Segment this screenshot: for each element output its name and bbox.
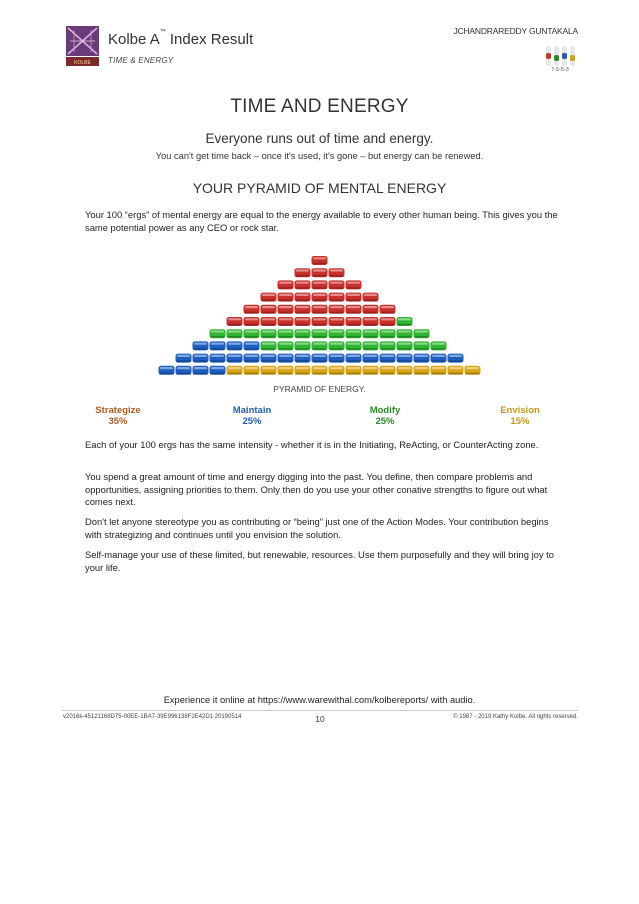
mode-name: Maintain — [232, 405, 272, 416]
mini-bar-fill — [562, 53, 567, 59]
erg-brick-strategize — [346, 280, 362, 289]
erg-brick-maintain — [380, 354, 396, 363]
erg-brick-strategize — [363, 293, 379, 302]
erg-brick-maintain — [159, 366, 175, 375]
erg-brick-modify — [414, 341, 430, 350]
erg-brick-envision — [244, 366, 260, 375]
mode-maintain — [207, 405, 297, 427]
erg-brick-strategize — [227, 317, 243, 326]
erg-brick-maintain — [227, 341, 243, 350]
erg-brick-modify — [397, 329, 413, 338]
erg-brick-strategize — [312, 305, 328, 314]
erg-brick-strategize — [380, 317, 396, 326]
erg-brick-strategize — [312, 317, 328, 326]
erg-brick-maintain — [414, 354, 430, 363]
paragraph: Self-manage your use of these limited, but renewable, resources. Use them purposefully and they will bring joy to your life. — [85, 549, 554, 573]
erg-brick-strategize — [329, 317, 345, 326]
erg-brick-modify — [363, 329, 379, 338]
erg-brick-modify — [329, 341, 345, 350]
erg-brick-envision — [278, 366, 294, 375]
energy-pyramid — [155, 254, 485, 382]
brand-title: Kolbe A™ Index Result — [108, 29, 254, 48]
erg-brick-strategize — [312, 293, 328, 302]
erg-brick-modify — [346, 341, 362, 350]
erg-brick-modify — [210, 329, 226, 338]
page-title: TIME AND ENERGY — [230, 96, 409, 117]
erg-brick-modify — [397, 317, 413, 326]
footer-link-text: Experience it online at https://www.warewithal.com/kolbereports/ with audio. — [163, 695, 476, 705]
erg-brick-modify — [346, 329, 362, 338]
erg-brick-maintain — [329, 354, 345, 363]
erg-brick-strategize — [278, 293, 294, 302]
erg-brick-maintain — [295, 354, 311, 363]
erg-brick-envision — [397, 366, 413, 375]
erg-brick-maintain — [210, 366, 226, 375]
erg-brick-strategize — [261, 305, 277, 314]
erg-brick-maintain — [176, 354, 192, 363]
mode-envision — [475, 405, 565, 427]
erg-brick-modify — [312, 341, 328, 350]
erg-brick-strategize — [244, 305, 260, 314]
section-title: YOUR PYRAMID OF MENTAL ENERGY — [192, 180, 447, 196]
erg-brick-modify — [397, 341, 413, 350]
erg-brick-strategize — [329, 268, 345, 277]
erg-brick-modify — [295, 341, 311, 350]
erg-brick-maintain — [261, 354, 277, 363]
user-name: JCHANDRAREDDY GUNTAKALA — [453, 26, 578, 36]
erg-brick-strategize — [329, 280, 345, 289]
erg-brick-strategize — [346, 293, 362, 302]
erg-brick-strategize — [278, 280, 294, 289]
svg-text:KOLBE: KOLBE — [74, 60, 91, 66]
mini-bar-fill — [554, 55, 559, 61]
mode-strategize — [73, 405, 163, 427]
erg-brick-modify — [295, 329, 311, 338]
erg-brick-maintain — [346, 354, 362, 363]
erg-brick-envision — [380, 366, 396, 375]
footer-divider — [62, 710, 578, 711]
erg-brick-modify — [261, 341, 277, 350]
mini-bar-fill — [546, 53, 551, 59]
mode-name: Strategize — [95, 405, 141, 416]
page-subheading: You can't get time back – once it's used, it's gone – but energy can be renewed. — [155, 151, 484, 161]
erg-brick-strategize — [346, 317, 362, 326]
erg-brick-maintain — [397, 354, 413, 363]
erg-brick-envision — [465, 366, 481, 375]
erg-brick-strategize — [261, 293, 277, 302]
erg-brick-envision — [295, 366, 311, 375]
erg-brick-envision — [312, 366, 328, 375]
erg-brick-modify — [244, 329, 260, 338]
mode-modify — [340, 405, 430, 427]
erg-brick-maintain — [448, 354, 464, 363]
erg-brick-strategize — [295, 317, 311, 326]
copyright: © 1987 - 2019 Kathy Kolbe. All rights reserved. — [453, 714, 578, 720]
erg-brick-envision — [363, 366, 379, 375]
erg-brick-modify — [431, 341, 447, 350]
mini-bar-graph-icon — [542, 44, 578, 68]
erg-brick-strategize — [295, 268, 311, 277]
erg-brick-strategize — [261, 317, 277, 326]
erg-brick-maintain — [312, 354, 328, 363]
erg-brick-envision — [227, 366, 243, 375]
paragraph: Don't let anyone stereotype you as contributing or “being” just one of the Action Modes. Your contribution begins with strategizing and continues until you envision the solution. — [85, 516, 549, 540]
erg-brick-maintain — [278, 354, 294, 363]
erg-brick-envision — [431, 366, 447, 375]
page-heading: Everyone runs out of time and energy. — [205, 131, 434, 146]
erg-brick-strategize — [295, 305, 311, 314]
erg-brick-envision — [448, 366, 464, 375]
mode-name: Envision — [500, 405, 540, 416]
paragraph: Each of your 100 ergs has the same intensity - whether it is in the Initiating, ReActing, or CounterActing zone. — [85, 439, 539, 450]
erg-brick-envision — [261, 366, 277, 375]
erg-brick-maintain — [244, 354, 260, 363]
erg-brick-strategize — [295, 293, 311, 302]
erg-brick-modify — [414, 329, 430, 338]
erg-brick-strategize — [244, 317, 260, 326]
erg-brick-modify — [227, 329, 243, 338]
erg-brick-strategize — [363, 305, 379, 314]
erg-brick-maintain — [363, 354, 379, 363]
erg-brick-maintain — [176, 366, 192, 375]
erg-brick-strategize — [380, 305, 396, 314]
kolbe-logo-icon — [66, 26, 99, 66]
erg-brick-modify — [329, 329, 345, 338]
mode-percent: 25% — [375, 416, 395, 427]
erg-brick-strategize — [312, 256, 328, 265]
erg-brick-maintain — [193, 354, 209, 363]
erg-brick-modify — [363, 341, 379, 350]
erg-brick-envision — [414, 366, 430, 375]
pyramid-label: PYRAMID OF ENERGY. — [273, 384, 366, 394]
erg-brick-modify — [380, 329, 396, 338]
erg-brick-maintain — [431, 354, 447, 363]
erg-brick-maintain — [244, 341, 260, 350]
erg-brick-maintain — [227, 354, 243, 363]
mode-percent: 15% — [510, 416, 530, 427]
erg-brick-strategize — [295, 280, 311, 289]
paragraph: You spend a great amount of time and energy digging into the past. You define, then compare problems and opportunities, assigning priorities to them. Only then do you use your other conative strengths to figure out what comes next. — [85, 471, 548, 508]
erg-brick-maintain — [210, 341, 226, 350]
mode-name: Modify — [369, 405, 401, 416]
erg-brick-maintain — [210, 354, 226, 363]
page-number: 10 — [315, 714, 325, 724]
mode-percent: 35% — [108, 416, 128, 427]
erg-brick-strategize — [312, 268, 328, 277]
erg-brick-strategize — [312, 280, 328, 289]
erg-brick-strategize — [363, 317, 379, 326]
intro-paragraph: Your 100 “ergs” of mental energy are equal to the energy available to every other human being. This gives you the same potential power as any CEO or rock star. — [85, 209, 558, 233]
mini-score: 7-5-5-3 — [551, 67, 569, 73]
erg-brick-strategize — [278, 305, 294, 314]
erg-brick-maintain — [193, 341, 209, 350]
erg-brick-strategize — [329, 305, 345, 314]
erg-brick-modify — [380, 341, 396, 350]
erg-brick-envision — [346, 366, 362, 375]
brand-subtitle: TIME & ENERGY — [108, 56, 174, 65]
erg-brick-envision — [329, 366, 345, 375]
mini-bar-fill — [570, 55, 575, 61]
mode-percent: 25% — [242, 416, 262, 427]
erg-brick-modify — [261, 329, 277, 338]
erg-brick-maintain — [193, 366, 209, 375]
erg-brick-modify — [312, 329, 328, 338]
erg-brick-modify — [278, 329, 294, 338]
erg-brick-modify — [278, 341, 294, 350]
report-id: v2016k-45121168D75-00EE-1BA7-39E996138F2E42D1 20190514 — [63, 714, 242, 720]
erg-brick-strategize — [278, 317, 294, 326]
erg-brick-strategize — [346, 305, 362, 314]
erg-brick-strategize — [329, 293, 345, 302]
